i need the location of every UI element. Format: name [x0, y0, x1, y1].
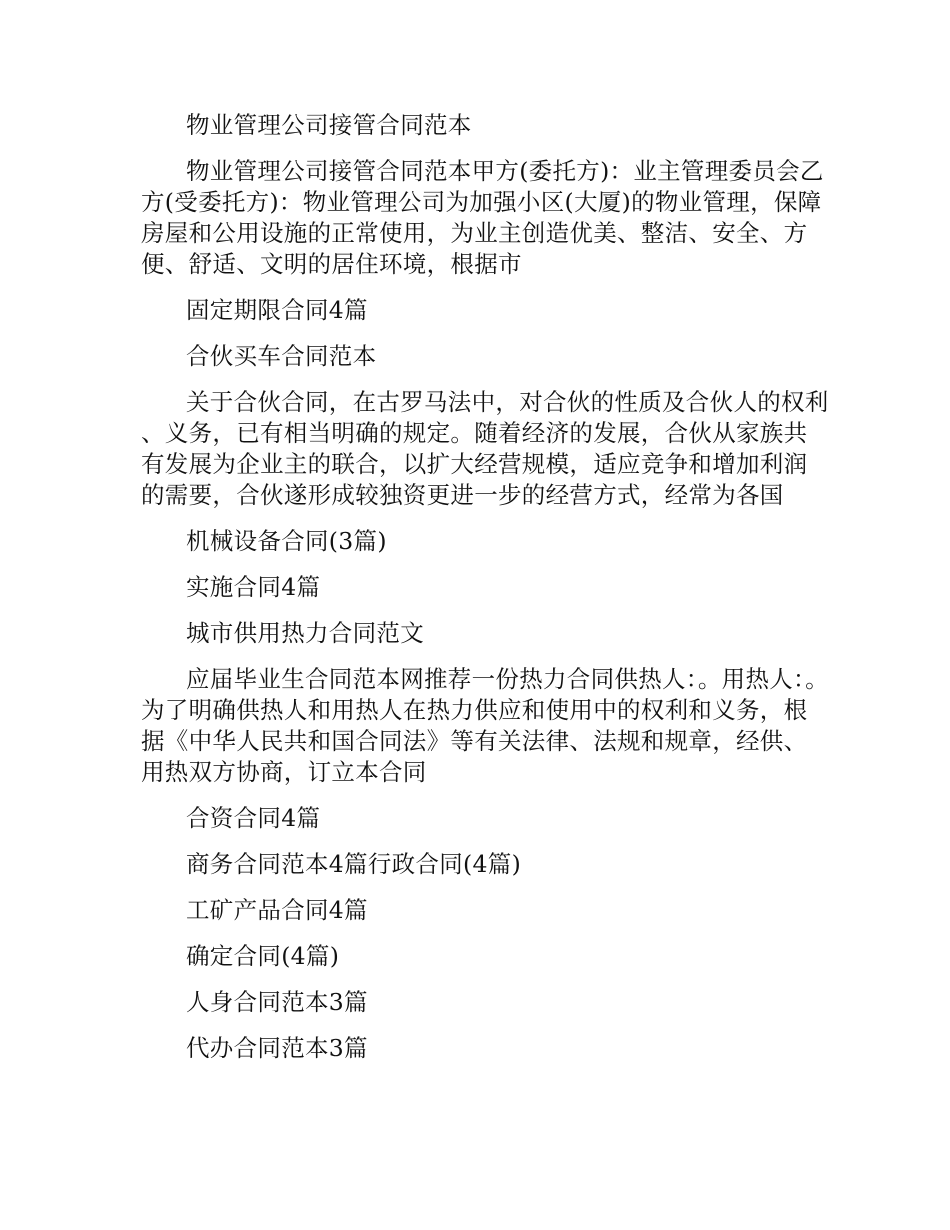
- paragraph-implementation-contract: 实施合同4篇: [186, 573, 321, 601]
- paragraph-fixed-term-contract: 固定期限合同4篇: [186, 296, 368, 324]
- paragraph-personal-contract: 人身合同范本3篇: [186, 988, 368, 1016]
- paragraph-machinery-contract: 机械设备合同(3篇): [186, 527, 387, 555]
- paragraph-partnership-summary: 关于合伙合同，在古罗马法中，对合伙的性质及合伙人的权利、义务，已有相当明确的规定。随着经济的发展，合伙从家族共有发展为企业主的联合，以扩大经营规模，适应竞争和增加利润的需要，合伙遂形成较独资更进一步的经营方式，经常为各国: [141, 388, 829, 509]
- paragraph-business-contract: 商务合同范本4篇行政合同(4篇): [186, 850, 522, 878]
- paragraph-property-management-summary: 物业管理公司接管合同范本甲方(委托方)：业主管理委员会乙方(受委托方)：物业管理公司为加强小区(大厦)的物业管理，保障房屋和公用设施的正常使用，为业主创造优美、整洁、安全、方便、舒适、文明的居住环境，根据市: [141, 157, 824, 278]
- document-body: [141, 110, 831, 1079]
- paragraph-heating-contract-summary: 应届毕业生合同范本网推荐一份热力合同供热人：。用热人：。为了明确供热人和用热人在热力供应和使用中的权利和义务，根据《中华人民共和国合同法》等有关法律、法规和规章，经供、用热双方协商，订立本合同: [141, 665, 829, 786]
- paragraph-confirmation-contract: 确定合同(4篇): [186, 942, 340, 970]
- paragraph-agency-contract: 代办合同范本3篇: [186, 1034, 368, 1062]
- paragraph-partnership-car-title: 合伙买车合同范本: [186, 342, 377, 370]
- paragraph-title-property-management: 物业管理公司接管合同范本: [186, 111, 472, 139]
- paragraph-heating-contract-title: 城市供用热力合同范文: [186, 619, 424, 647]
- paragraph-joint-venture-contract: 合资合同4篇: [186, 804, 321, 832]
- paragraph-industrial-products-contract: 工矿产品合同4篇: [186, 896, 368, 924]
